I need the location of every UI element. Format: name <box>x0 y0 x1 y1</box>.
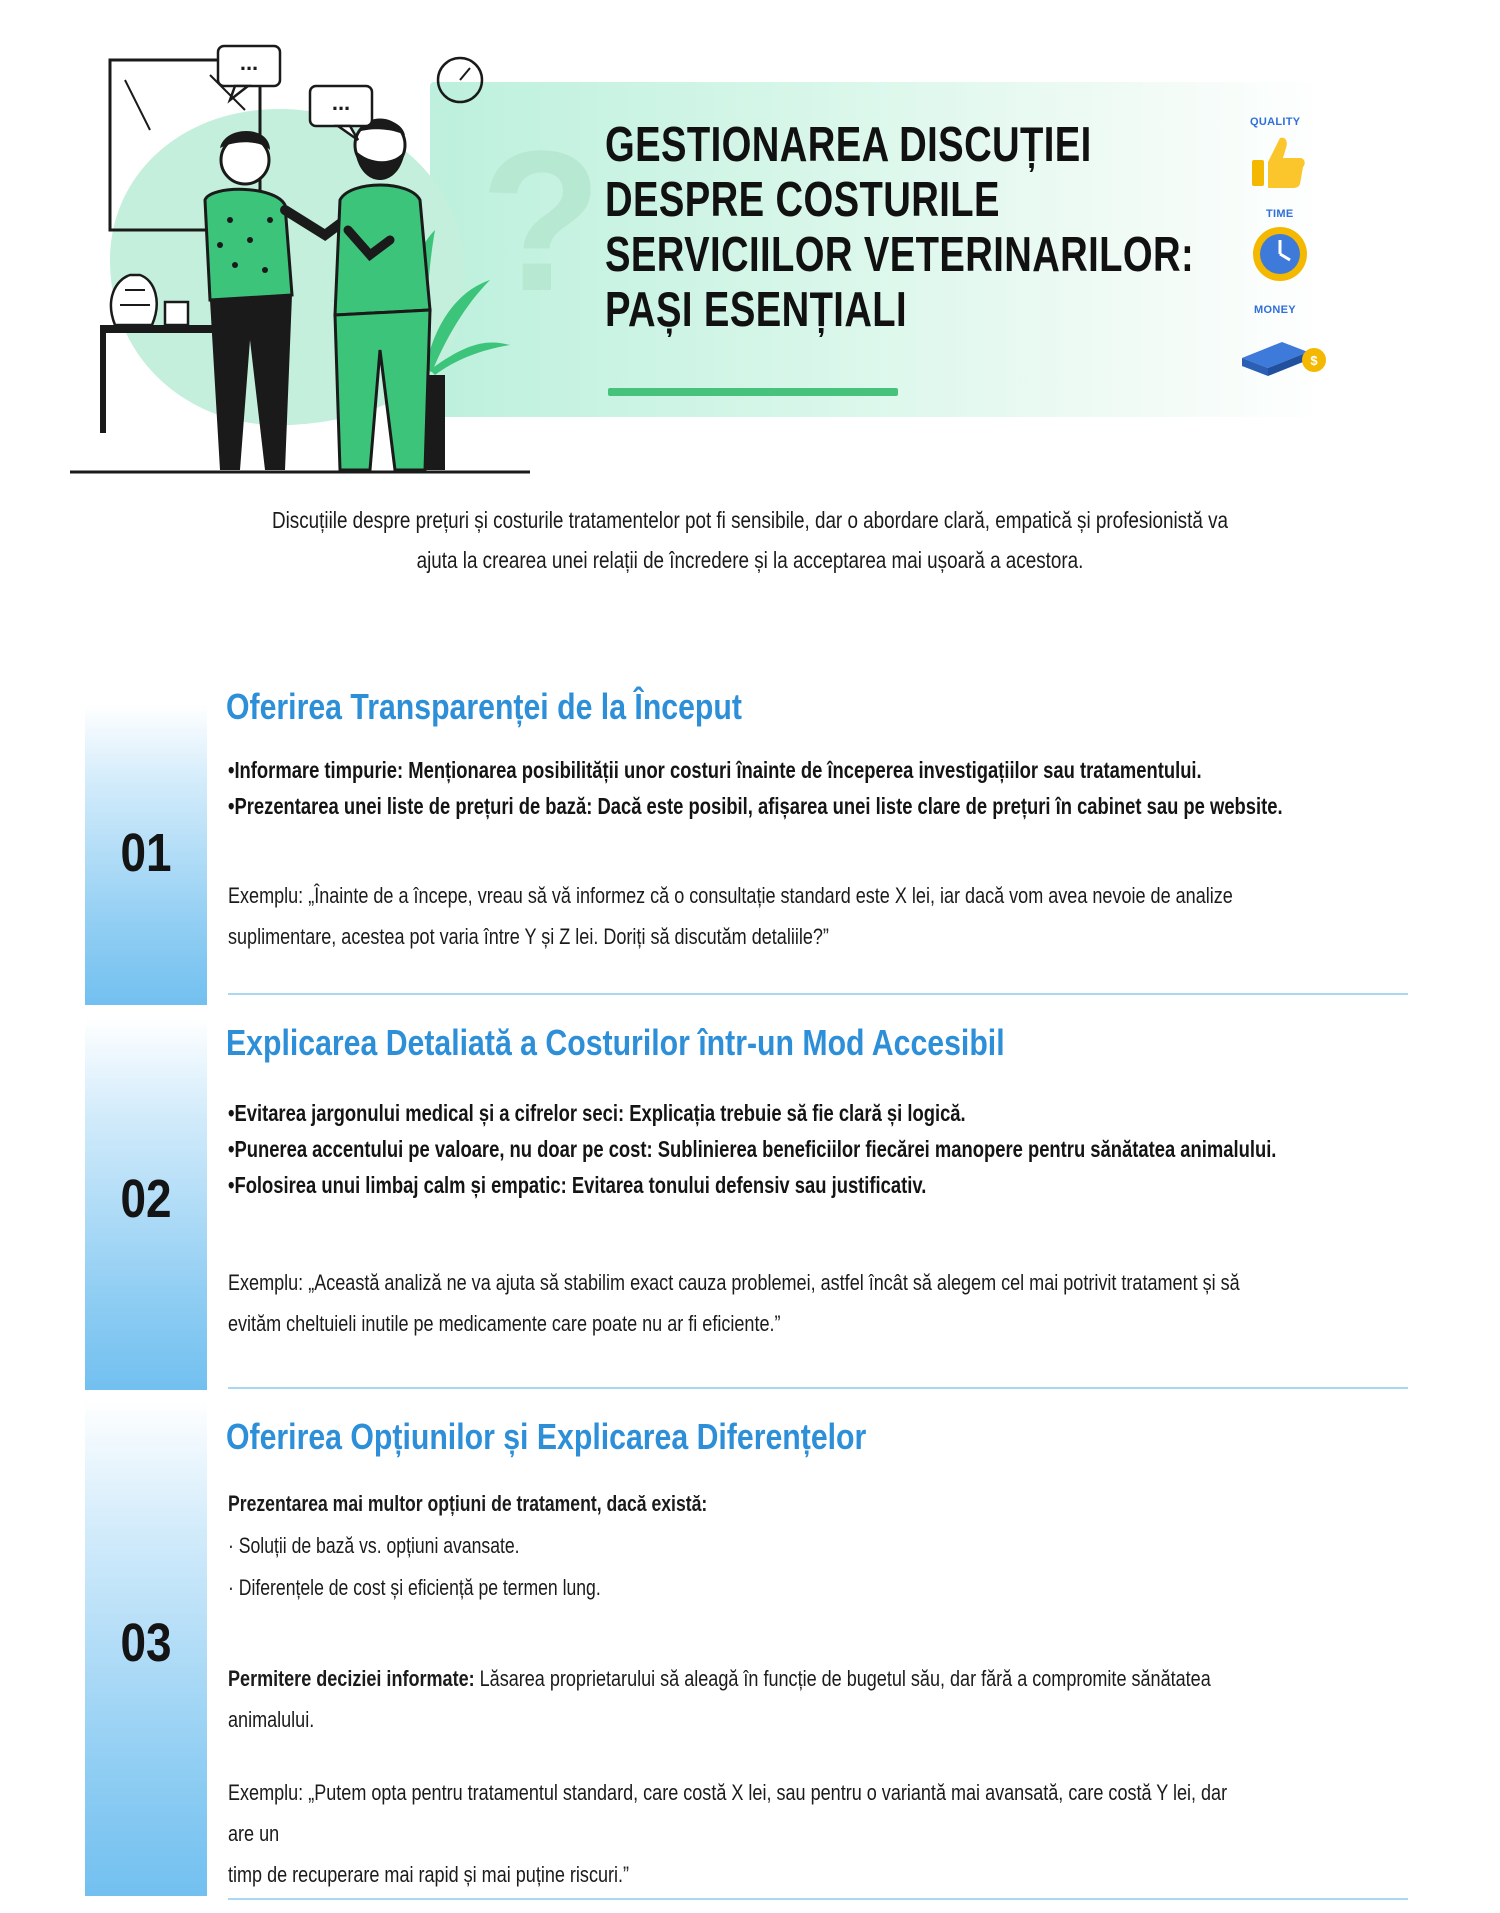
section-03-number: 03 <box>120 1613 172 1673</box>
page-title <box>605 118 1195 338</box>
intro-line-1: Discuțiile despre prețuri și costurile tratamentelor pot fi sensibile, dar o abordare clară, empatică și profesionistă va <box>271 507 1229 533</box>
section-01-number: 01 <box>120 823 172 883</box>
section-01-title: Oferirea Transparenței de la Început <box>226 686 742 727</box>
section-03-option: · Diferențele de cost și eficiență pe termen lung. <box>228 1575 601 1600</box>
title-line-1: GESTIONAREA DISCUȚIEI <box>605 118 1092 172</box>
section-03-title: Oferirea Opțiunilor și Explicarea Diferențelor <box>226 1416 867 1457</box>
section-02-title: Explicarea Detaliată a Costurilor într-un Mod Accesibil <box>226 1022 1005 1063</box>
speech-bubble-dots-right: ... <box>331 90 351 115</box>
section-02-bullets <box>228 1095 1500 1203</box>
section-03-decision-label: Permitere deciziei informate: <box>228 1666 475 1691</box>
title-line-2: DESPRE COSTURILE <box>605 173 1000 227</box>
section-03-option-text: Diferențele de cost și eficiență pe termen lung. <box>238 1575 601 1600</box>
svg-text:?: ? <box>480 110 603 333</box>
section-02-divider <box>228 1387 1408 1389</box>
header <box>0 0 1500 480</box>
quality-label: QUALITY <box>1250 116 1301 128</box>
section-03-example-line-2: timp de recuperare mai rapid și mai puține riscuri.” <box>228 1862 630 1887</box>
section-03-divider <box>228 1898 1408 1900</box>
section-02-example-line-1: Exemplu: „Această analiză ne va ajuta să stabilim exact cauza problemei, astfel încât să alegem cel mai potrivit tratament și să <box>228 1270 1240 1295</box>
title-line-4: PAȘI ESENȚIALI <box>605 283 908 337</box>
time-label: TIME <box>1266 208 1294 220</box>
section-02-number: 02 <box>120 1169 172 1229</box>
section-02-example <box>228 1262 1245 1344</box>
title-line-3: SERVICIILOR VETERINARILOR: <box>605 228 1195 282</box>
section-01-bullet: • Prezentarea unei liste de prețuri de bază: Dacă este posibil, afișarea unei liste clare de prețuri în cabinet sau pe website. <box>228 788 1283 824</box>
title-underline <box>608 388 898 396</box>
thumbs-up-icon <box>1248 132 1308 192</box>
intro-line-2: ajuta la crearea unei relații de încredere și la acceptarea mai ușoară a acestora. <box>416 547 1084 573</box>
section-01-example-line-2: suplimentare, acestea pot varia între Y și Z lei. Doriți să discutăm detaliile?” <box>228 924 829 949</box>
clock-icon <box>1250 224 1310 284</box>
section-03-decision-text-1: Lăsarea proprietarului să aleagă în funcție de bugetul său, dar fără a compromite sănătatea <box>474 1666 1211 1691</box>
speech-bubble-dots-left: ... <box>239 50 259 75</box>
section-03-option-text: Soluții de bază vs. opțiuni avansate. <box>238 1533 520 1558</box>
section-02-bullet: • Folosirea unui limbaj calm și empatic: Evitarea tonului defensiv sau justificativ. <box>228 1167 1276 1203</box>
money-label: MONEY <box>1254 304 1296 316</box>
section-02-bullet: • Evitarea jargonului medical și a cifrelor seci: Explicația trebuie să fie clară și logică. <box>228 1095 1276 1131</box>
section-03-example <box>228 1772 1245 1895</box>
money-stack-icon <box>1238 330 1330 380</box>
section-03-option: · Soluții de bază vs. opțiuni avansate. <box>228 1533 520 1558</box>
section-01-divider <box>228 993 1408 995</box>
section-01-bullets <box>228 752 1500 824</box>
section-03-decision <box>228 1658 1245 1740</box>
section-03-decision-line-1 <box>228 1658 1245 1699</box>
section-02-bullet: • Punerea accentului pe valoare, nu doar pe cost: Sublinierea beneficiilor fiecărei manopere pentru sănătatea animalului. <box>228 1131 1276 1167</box>
section-02-example-line-2: evităm cheltuieli inutile pe medicamente care poate nu ar fi eficiente.” <box>228 1311 781 1336</box>
svg-text:$: $ <box>1310 353 1318 368</box>
section-01-bullet: • Informare timpurie: Menționarea posibilității unor costuri înainte de începerea investigațiilor sau tratamentului. <box>228 752 1283 788</box>
intro-paragraph <box>258 500 1242 580</box>
section-01-example-line-1: Exemplu: „Înainte de a începe, vreau să vă informez că o consultație standard este X lei, iar dacă vom avea nevoie de analize <box>228 883 1233 908</box>
section-03-options-heading: Prezentarea mai multor opțiuni de tratament, dacă există: <box>228 1491 708 1516</box>
section-03-decision-line-2: animalului. <box>228 1707 315 1732</box>
section-01-example <box>228 875 1245 957</box>
section-03-example-line-1: Exemplu: „Putem opta pentru tratamentul standard, care costă X lei, sau pentru o variantă mai avansată, care costă Y lei, dar are un <box>228 1780 1228 1846</box>
